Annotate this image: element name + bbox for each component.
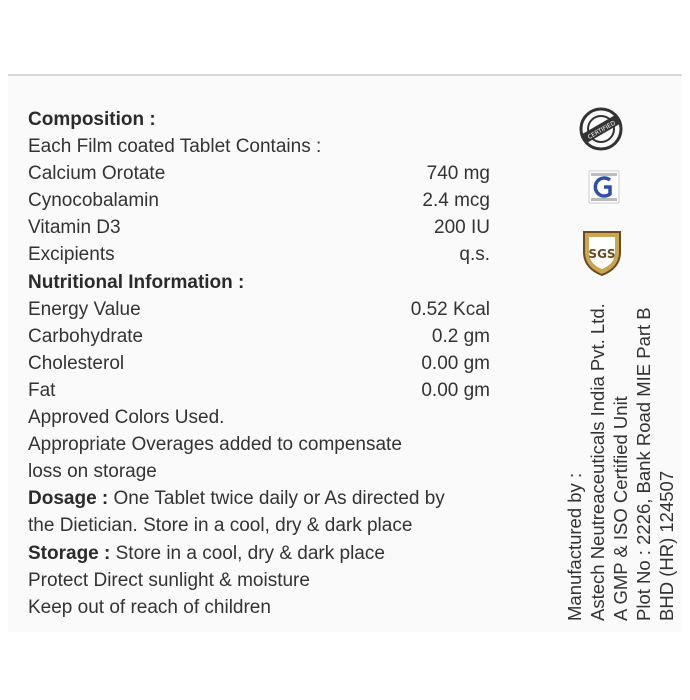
ingredient-value: q.s. — [459, 244, 490, 266]
nutrition-heading: Nutritional Information : — [28, 271, 245, 293]
manufacturer-line3: A GMP & ISO Certified Unit — [610, 396, 631, 621]
ingredient-value: 2.4 mcg — [422, 190, 490, 212]
composition-row — [28, 160, 508, 187]
ingredient-value: 740 mg — [426, 163, 490, 185]
manufacturer-line2: Astech Neutreaceuticals India Pvt. Ltd. — [587, 303, 608, 621]
manufacturer-line4: Plot No : 2226, Bank Road MIE Part B — [633, 307, 654, 621]
nutrient-name: Carbohydrate — [28, 325, 144, 347]
ingredient-name: Excipients — [28, 244, 115, 266]
composition-heading: Composition : — [28, 109, 156, 130]
composition-intro: Each Film coated Tablet Contains : — [28, 136, 322, 158]
sgs-shield-icon — [580, 228, 624, 283]
ingredient-name: Cynocobalamin — [28, 190, 159, 212]
overages-note-line2: loss on storage — [28, 461, 157, 483]
gmp-certified-icon — [588, 170, 620, 209]
seal-text: CERTIFIED — [586, 119, 617, 142]
nutrition-row — [28, 323, 508, 350]
nutrient-value: 0.2 gm — [431, 325, 490, 347]
dosage-label: Dosage : — [28, 488, 109, 510]
colors-note: Approved Colors Used. — [28, 407, 225, 429]
ingredient-value: 200 IU — [434, 217, 490, 239]
shield-text: SGS — [588, 247, 616, 261]
ingredient-name: Vitamin D3 — [28, 217, 121, 239]
composition-row — [28, 241, 508, 268]
certified-seal-icon — [578, 106, 624, 157]
dosage-text: One Tablet twice daily or As directed by — [108, 488, 445, 510]
storage-line3: Keep out of reach of children — [28, 596, 271, 618]
dosage-line1 — [28, 485, 508, 512]
composition-row — [28, 187, 508, 214]
label-text — [28, 106, 508, 621]
nutrition-row — [28, 350, 508, 377]
manufacturer-info — [563, 303, 678, 621]
nutrition-row — [28, 296, 508, 323]
storage-label: Storage : — [28, 542, 111, 564]
nutrient-value: 0.00 gm — [421, 352, 490, 374]
storage-text: Store in a cool, dry & dark place — [110, 542, 385, 564]
nutrient-name: Energy Value — [28, 298, 141, 320]
nutrient-name: Cholesterol — [28, 352, 125, 374]
composition-row — [28, 214, 508, 241]
nutrient-value: 0.52 Kcal — [410, 298, 490, 320]
certification-badges — [560, 100, 650, 290]
storage-line1 — [28, 540, 508, 567]
nutrient-value: 0.00 gm — [421, 379, 490, 401]
manufacturer-line1: Manufactured by : — [564, 472, 585, 621]
nutrition-row — [28, 377, 508, 404]
storage-line2: Protect Direct sunlight & moisture — [28, 569, 310, 591]
nutrient-name: Fat — [28, 379, 56, 401]
manufacturer-line5: BHD (HR) 124507 — [656, 470, 677, 621]
dosage-line2: the Dietician. Store in a cool, dry & dark place — [28, 515, 413, 537]
ingredient-name: Calcium Orotate — [28, 163, 166, 185]
overages-note-line1: Appropriate Overages added to compensate — [28, 434, 402, 456]
